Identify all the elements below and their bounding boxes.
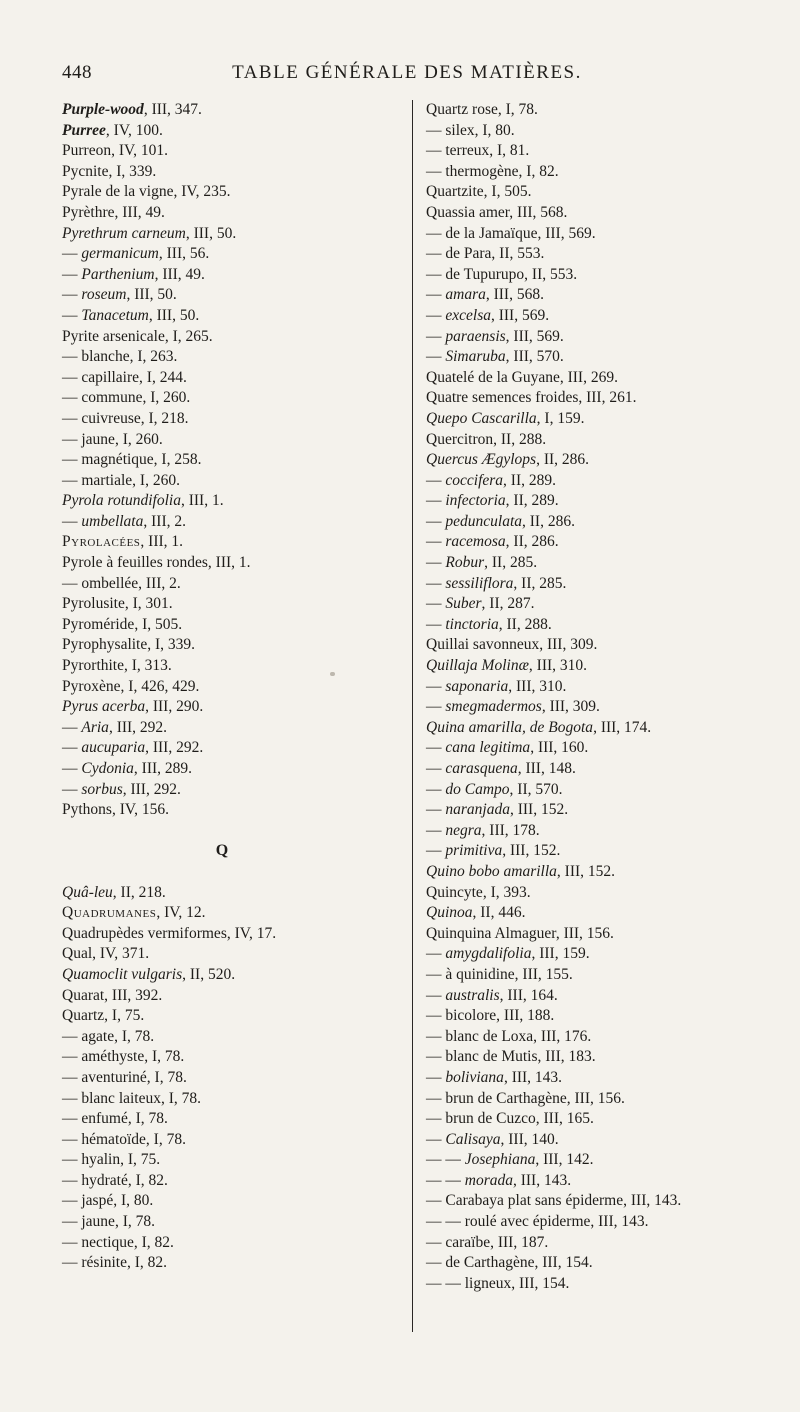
index-entry: Quercitron, II, 288.	[426, 430, 547, 448]
index-entry: Pythons, IV, 156.	[62, 801, 169, 819]
index-entry: Quepo Cascarilla, I, 159.	[426, 409, 585, 427]
index-entry: Purple-wood, III, 347.	[62, 101, 202, 118]
page-number: 448	[62, 62, 92, 83]
index-entry: Pyrèthre, III, 49.	[62, 203, 165, 221]
index-entry: — amara, III, 568.	[426, 286, 544, 304]
index-entry: Quartzite, I, 505.	[426, 183, 532, 201]
index-entry: — aventuriné, I, 78.	[62, 1068, 187, 1086]
index-entry: — de Tupurupo, II, 553.	[426, 265, 578, 283]
index-entry: Pyrole à feuilles rondes, III, 1.	[62, 554, 251, 572]
paper-speck	[330, 672, 335, 676]
index-entry: Pycnite, I, 339.	[62, 162, 157, 180]
index-entry: — smegmadermos, III, 309.	[426, 698, 600, 716]
index-entry: — bicolore, III, 188.	[426, 1007, 555, 1025]
index-entry: Quatre semences froides, III, 261.	[426, 389, 637, 407]
index-entry: — jaune, I, 260.	[62, 430, 163, 448]
index-entry: — sessiliflora, II, 285.	[426, 574, 567, 592]
index-entry: — — ligneux, III, 154.	[426, 1274, 570, 1292]
index-entry: — améthyste, I, 78.	[62, 1048, 185, 1066]
index-entry: Quâ-leu, II, 218.	[62, 883, 166, 901]
index-entry: — Cydonia, III, 289.	[62, 760, 193, 777]
index-entry: — aucuparia, III, 292.	[62, 739, 204, 757]
index-entry: Pyrolusite, I, 301.	[62, 595, 173, 613]
index-entry: — terreux, I, 81.	[426, 142, 530, 160]
index-entry: — — Josephiana, III, 142.	[426, 1151, 594, 1169]
index-entry: Quinquina Almaguer, III, 156.	[426, 924, 614, 942]
index-entry: — caraïbe, III, 187.	[426, 1233, 549, 1251]
index-entry: — blanc de Mutis, III, 183.	[426, 1048, 596, 1066]
index-entry: — Robur, II, 285.	[426, 554, 538, 572]
index-entry: — enfumé, I, 78.	[62, 1110, 168, 1128]
index-entry: — résinite, I, 82.	[62, 1254, 168, 1272]
index-entry: Purree, IV, 100.	[62, 121, 163, 139]
index-entry: — thermogène, I, 82.	[426, 162, 559, 180]
index-entry: Quina amarilla, de Bogota, III, 174.	[426, 718, 652, 736]
page-header	[62, 62, 752, 92]
index-entry: — blanc de Loxa, III, 176.	[426, 1027, 592, 1045]
index-entry: Quinoa, II, 446.	[426, 904, 526, 922]
index-entry: — naranjada, III, 152.	[426, 801, 569, 819]
index-entry: — primitiva, III, 152.	[426, 842, 561, 860]
index-entry: Pyroxène, I, 426, 429.	[62, 677, 200, 695]
index-entry: — Parthenium, III, 49.	[62, 265, 205, 283]
index-entry: Quartz, I, 75.	[62, 1007, 145, 1025]
index-entry: Pyrophysalite, I, 339.	[62, 636, 196, 654]
index-entry: — tinctoria, II, 288.	[426, 615, 552, 633]
index-entry: Quadrupèdes vermiformes, IV, 17.	[62, 924, 277, 942]
index-entry: Pyrola rotundifolia, III, 1.	[62, 492, 224, 510]
index-entry: — — roulé avec épiderme, III, 143.	[426, 1213, 649, 1231]
index-entry: — sorbus, III, 292.	[62, 780, 181, 798]
index-entry: — Aria, III, 292.	[62, 718, 168, 736]
index-entry: Pyrethrum carneum, III, 50.	[62, 224, 237, 242]
index-entry: — cuivreuse, I, 218.	[62, 409, 189, 427]
index-column-right	[426, 100, 756, 1294]
index-entry: Quartz rose, I, 78.	[426, 101, 538, 118]
index-entry: Quassia amer, III, 568.	[426, 203, 568, 221]
index-entry: — jaspé, I, 80.	[62, 1192, 154, 1210]
section-letter: Q	[215, 842, 229, 860]
index-entry: — Tanacetum, III, 50.	[62, 306, 200, 324]
index-entry: — excelsa, III, 569.	[426, 306, 550, 324]
index-entry: — — morada, III, 143.	[426, 1171, 572, 1189]
index-entry: Pyrolacées, III, 1.	[62, 533, 184, 551]
index-entry: Quillaja Molinæ, III, 310.	[426, 657, 588, 675]
index-entry: — silex, I, 80.	[426, 121, 515, 139]
index-entry: — carasquena, III, 148.	[426, 760, 576, 777]
index-entry: Pyrite arsenicale, I, 265.	[62, 327, 213, 345]
index-entry: — hyalin, I, 75.	[62, 1151, 161, 1169]
index-entry: — negra, III, 178.	[426, 821, 540, 839]
index-entry: — brun de Carthagène, III, 156.	[426, 1089, 625, 1107]
index-entry: — cana legitima, III, 160.	[426, 739, 589, 757]
index-entry: — agate, I, 78.	[62, 1027, 155, 1045]
index-entry: — hématoïde, I, 78.	[62, 1130, 186, 1148]
index-entry: — germanicum, III, 56.	[62, 245, 210, 263]
index-entry: — de la Jamaïque, III, 569.	[426, 224, 596, 242]
index-entry: Pyrorthite, I, 313.	[62, 657, 172, 675]
index-entry: Quercus Ægylops, II, 286.	[426, 451, 590, 469]
spacer	[62, 821, 402, 842]
index-entry: Pyrale de la vigne, IV, 235.	[62, 183, 231, 201]
index-entry: — amygdalifolia, III, 159.	[426, 945, 590, 963]
index-entry: — paraensis, III, 569.	[426, 327, 564, 345]
index-entry: — commune, I, 260.	[62, 389, 191, 407]
index-entry: — ombellée, III, 2.	[62, 574, 181, 592]
index-entry: — hydraté, I, 82.	[62, 1171, 168, 1189]
index-entry: — pedunculata, II, 286.	[426, 512, 575, 530]
index-entry: Quadrumanes, IV, 12.	[62, 904, 206, 922]
index-entry: — blanc laiteux, I, 78.	[62, 1089, 202, 1107]
index-entry: — boliviana, III, 143.	[426, 1068, 563, 1086]
index-entry: — infectoria, II, 289.	[426, 492, 559, 510]
index-entry: — roseum, III, 50.	[62, 286, 177, 304]
index-entry: — Calisaya, III, 140.	[426, 1130, 559, 1148]
index-entry: — racemosa, II, 286.	[426, 533, 559, 551]
index-entry: — coccifera, II, 289.	[426, 471, 556, 489]
index-entry: — saponaria, III, 310.	[426, 677, 567, 695]
index-entry: — blanche, I, 263.	[62, 348, 178, 366]
index-entry: Quincyte, I, 393.	[426, 883, 531, 901]
index-entry: — capillaire, I, 244.	[62, 368, 187, 386]
index-entry: — nectique, I, 82.	[62, 1233, 174, 1251]
index-entry: Quillai savonneux, III, 309.	[426, 636, 598, 654]
index-entry: Quarat, III, 392.	[62, 986, 163, 1004]
index-entry: — magnétique, I, 258.	[62, 451, 202, 469]
spacer	[62, 862, 402, 883]
index-column-left	[62, 100, 402, 1274]
index-entry: Quino bobo amarilla, III, 152.	[426, 862, 616, 880]
index-entry: — à quinidine, III, 155.	[426, 965, 573, 983]
index-entry: — do Campo, II, 570.	[426, 780, 563, 798]
index-entry: — umbellata, III, 2.	[62, 512, 186, 530]
index-entry: — jaune, I, 78.	[62, 1213, 155, 1231]
index-entry: — martiale, I, 260.	[62, 471, 180, 489]
index-entry: Quatelé de la Guyane, III, 269.	[426, 368, 618, 386]
running-title: TABLE GÉNÉRALE DES MATIÈRES.	[232, 62, 582, 83]
index-entry: Purreon, IV, 101.	[62, 142, 169, 160]
index-entry: — Suber, II, 287.	[426, 595, 535, 613]
index-entry: — Carabaya plat sans épiderme, III, 143.	[426, 1192, 682, 1210]
column-divider	[412, 100, 413, 1332]
index-entry: Qual, IV, 371.	[62, 945, 150, 963]
index-entry: — australis, III, 164.	[426, 986, 558, 1004]
index-entry: — brun de Cuzco, III, 165.	[426, 1110, 594, 1128]
index-entry: Pyrus acerba, III, 290.	[62, 698, 204, 716]
index-entry: — de Carthagène, III, 154.	[426, 1254, 593, 1272]
index-entry: Quamoclit vulgaris, II, 520.	[62, 965, 236, 983]
index-entry: — Simaruba, III, 570.	[426, 348, 564, 366]
index-entry: Pyroméride, I, 505.	[62, 615, 183, 633]
index-entry: — de Para, II, 553.	[426, 245, 545, 263]
